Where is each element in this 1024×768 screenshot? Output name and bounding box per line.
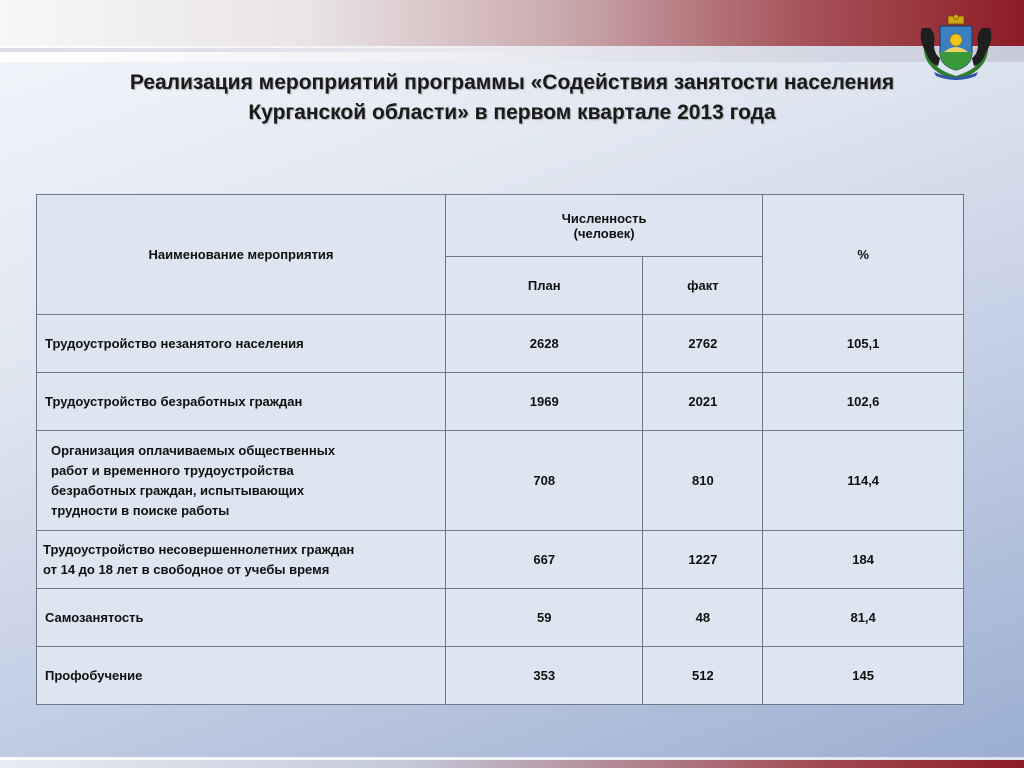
- header-percent: %: [763, 195, 964, 315]
- table-row: [37, 373, 964, 431]
- activity-name-line: Самозанятость: [45, 609, 144, 625]
- page-title-line-1: Реализация мероприятий программы «Содействия занятости населения: [129, 71, 895, 94]
- plan-value: 59: [446, 589, 643, 647]
- activity-name-line: Профобучение: [45, 667, 143, 683]
- table-row: [37, 647, 964, 705]
- top-decorative-band: [0, 0, 1024, 46]
- activity-name-line: трудности в поиске работы: [51, 502, 230, 518]
- activity-name: [37, 531, 446, 589]
- plan-value: 708: [446, 431, 643, 531]
- fact-value: 2021: [643, 373, 763, 431]
- fact-value: 48: [643, 589, 763, 647]
- header-count-line-2: (человек): [573, 225, 635, 241]
- table-row: [37, 531, 964, 589]
- fact-value: 2762: [643, 315, 763, 373]
- activity-name-line: Трудоустройство безработных граждан: [45, 393, 303, 409]
- top-decorative-line: [0, 48, 1024, 52]
- page-title-line-2: Курганской области» в первом квартале 2013 года: [248, 101, 776, 124]
- percent-value: 145: [763, 647, 964, 705]
- activity-name-line: безработных граждан, испытывающих: [51, 482, 305, 498]
- activity-name: [37, 431, 446, 531]
- header-plan: План: [446, 257, 643, 315]
- results-table: [36, 194, 964, 705]
- activity-name: [37, 315, 446, 373]
- plan-value: 353: [446, 647, 643, 705]
- fact-value: 810: [643, 431, 763, 531]
- percent-value: 105,1: [763, 315, 964, 373]
- header-count-line-1: Численность: [561, 210, 647, 226]
- activity-name-line: Организация оплачиваемых общественных: [51, 442, 336, 458]
- activity-name-line: Трудоустройство несовершеннолетних граждан: [43, 541, 355, 557]
- bottom-decorative-band: [0, 760, 1024, 768]
- page-title: [20, 68, 1004, 128]
- activity-name-line: Трудоустройство незанятого населения: [45, 335, 304, 351]
- header-fact: факт: [643, 257, 763, 315]
- percent-value: 102,6: [763, 373, 964, 431]
- fact-value: 1227: [643, 531, 763, 589]
- plan-value: 1969: [446, 373, 643, 431]
- table-header-row: [37, 195, 964, 257]
- fact-value: 512: [643, 647, 763, 705]
- table-row: [37, 431, 964, 531]
- activity-name-line: работ и временного трудоустройства: [51, 462, 294, 478]
- plan-value: 667: [446, 531, 643, 589]
- table-row: [37, 589, 964, 647]
- percent-value: 114,4: [763, 431, 964, 531]
- plan-value: 2628: [446, 315, 643, 373]
- activity-name-line: от 14 до 18 лет в свободное от учебы время: [43, 561, 330, 577]
- activity-name: [37, 647, 446, 705]
- header-activity-name: Наименование мероприятия: [37, 195, 446, 315]
- percent-value: 81,4: [763, 589, 964, 647]
- header-count: [446, 195, 763, 257]
- table-row: [37, 315, 964, 373]
- percent-value: 184: [763, 531, 964, 589]
- activity-name: [37, 589, 446, 647]
- activity-name: [37, 373, 446, 431]
